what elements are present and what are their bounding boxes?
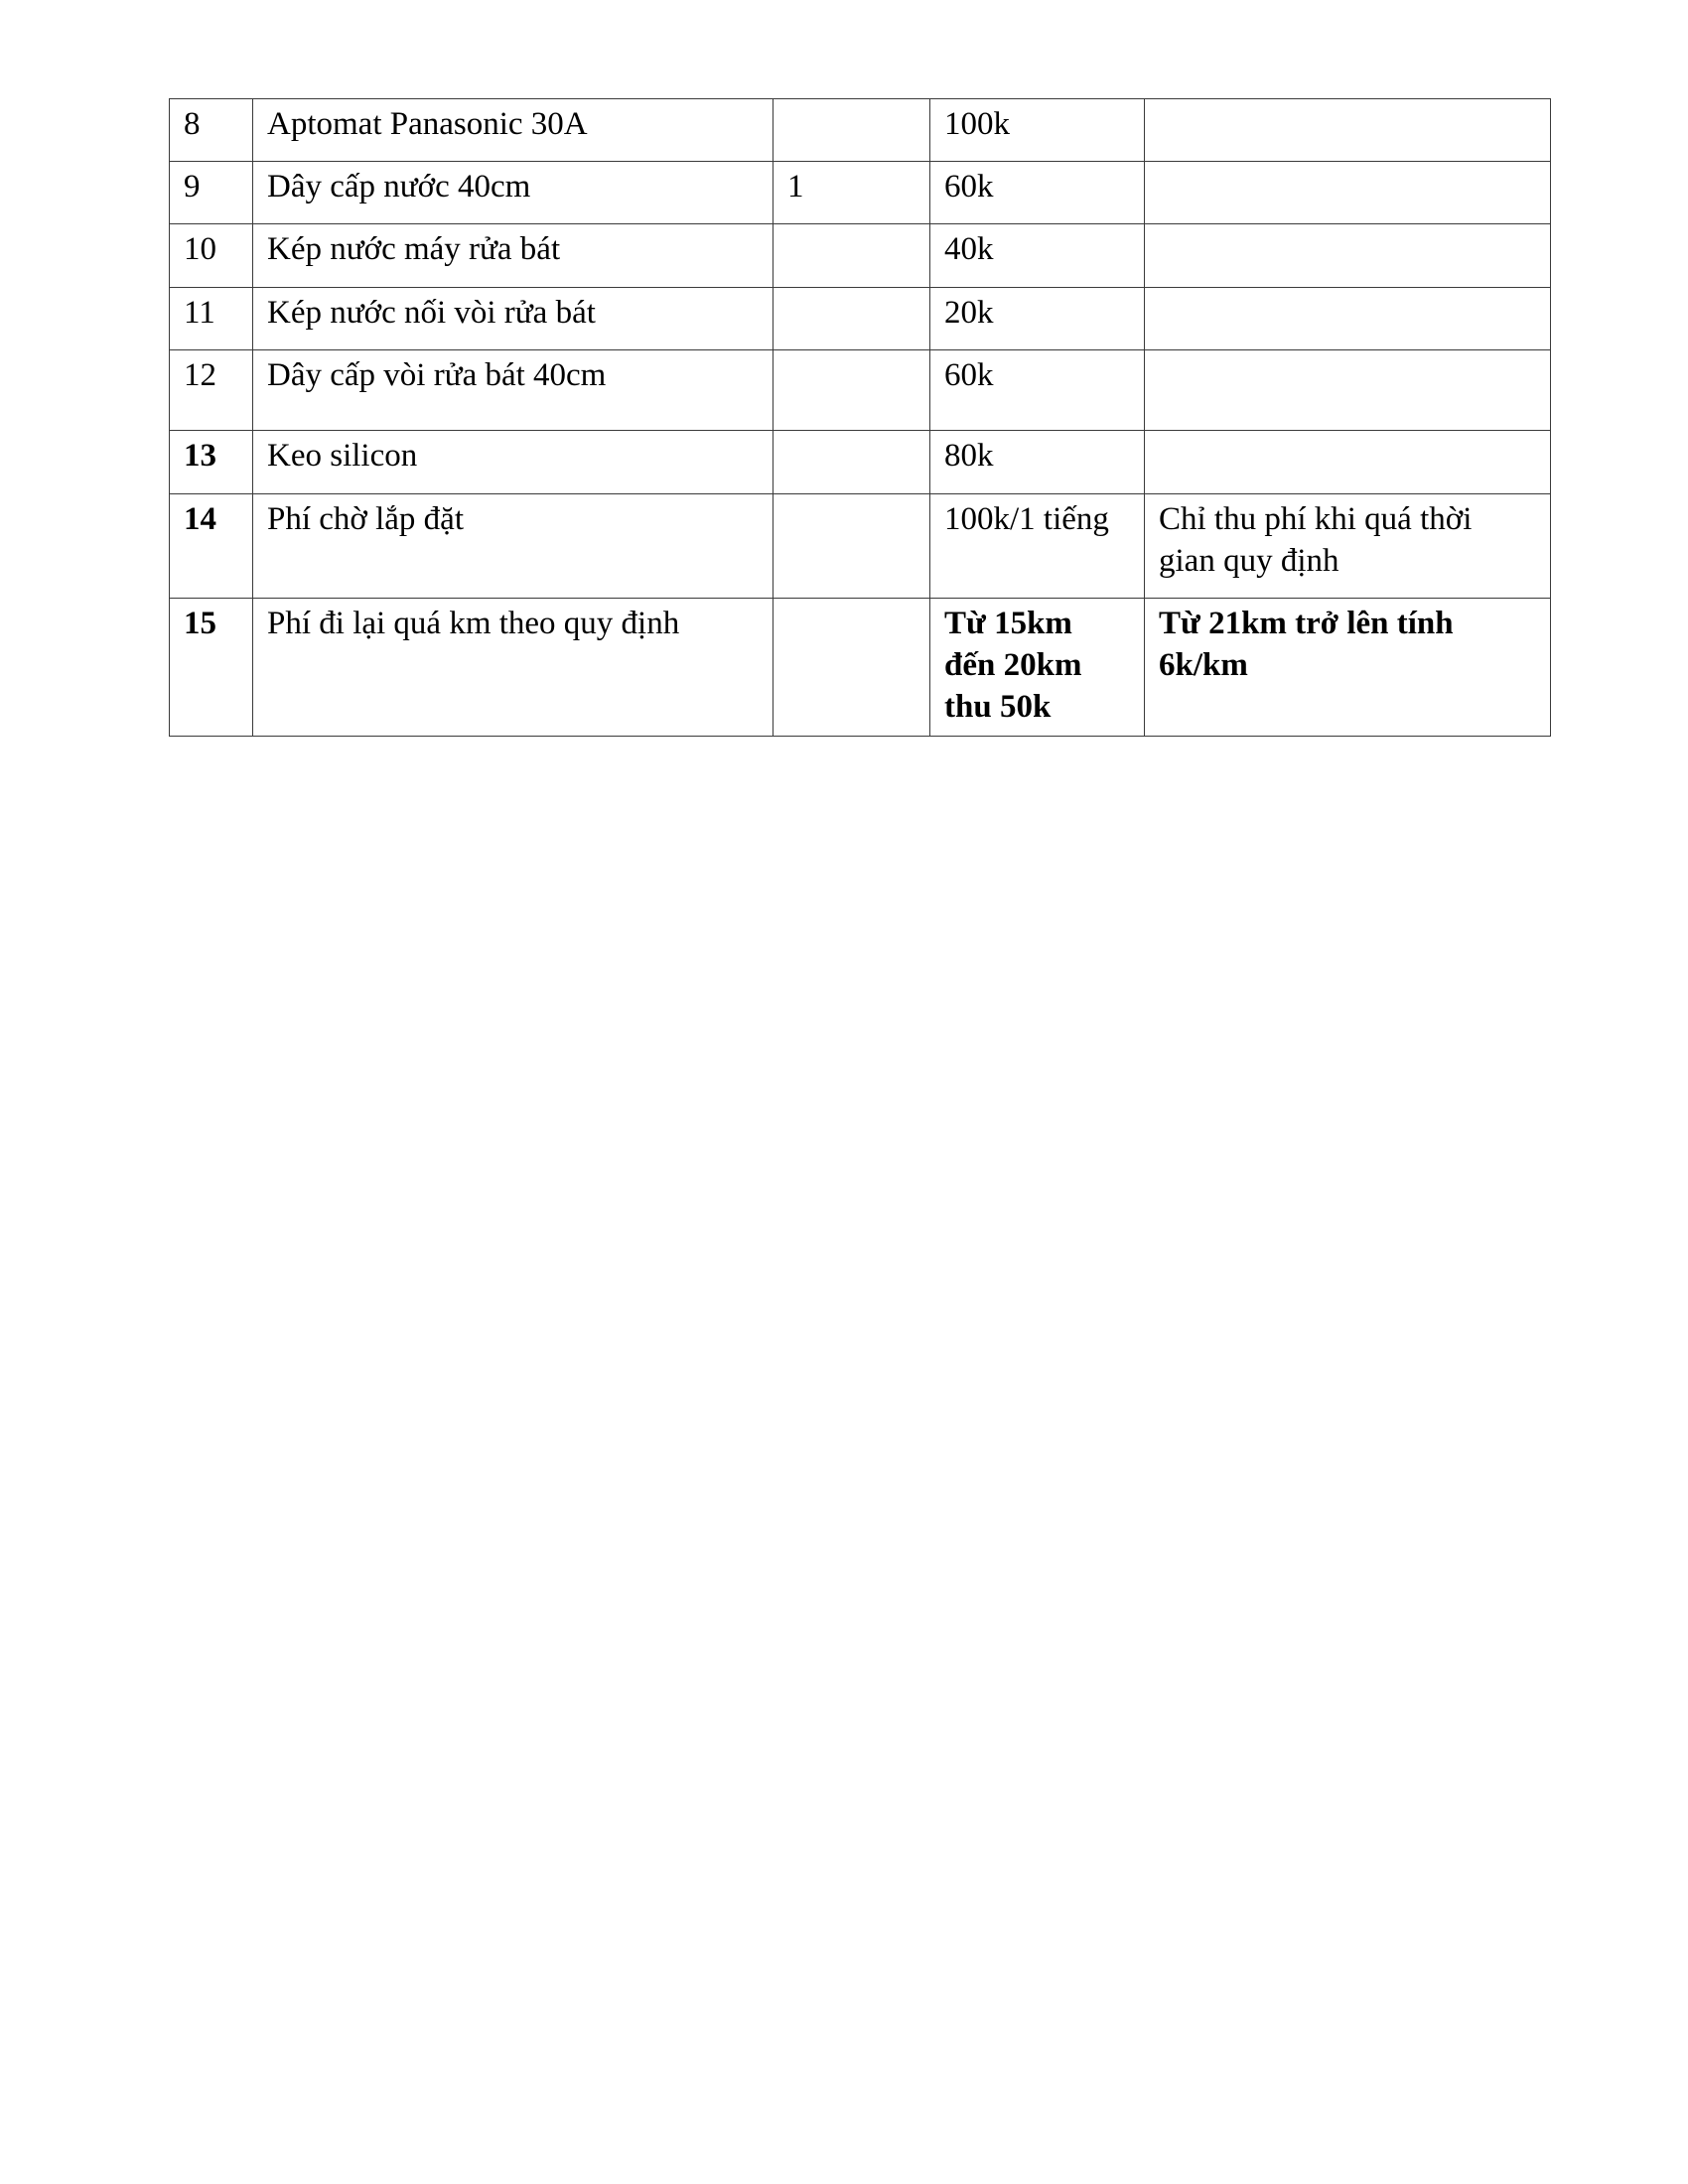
note-cell <box>1145 288 1551 350</box>
note-cell <box>1145 431 1551 494</box>
item-name-cell: Phí đi lại quá km theo quy định <box>253 599 774 737</box>
price-table <box>169 98 1551 737</box>
note-cell <box>1145 99 1551 162</box>
row-number-cell: 13 <box>170 431 253 494</box>
price-cell: 80k <box>930 431 1145 494</box>
table-row <box>170 99 1551 162</box>
note-cell: Từ 21km trở lên tính 6k/km <box>1145 599 1551 737</box>
price-cell: 60k <box>930 162 1145 224</box>
table-row <box>170 350 1551 431</box>
row-number-cell: 14 <box>170 494 253 599</box>
note-cell: Chỉ thu phí khi quá thời gian quy định <box>1145 494 1551 599</box>
row-number-cell: 15 <box>170 599 253 737</box>
quantity-cell <box>774 350 930 431</box>
item-name-cell: Aptomat Panasonic 30A <box>253 99 774 162</box>
price-cell: 20k <box>930 288 1145 350</box>
table-row <box>170 599 1551 737</box>
table-row <box>170 224 1551 288</box>
row-number-cell: 9 <box>170 162 253 224</box>
note-cell <box>1145 162 1551 224</box>
item-name-cell: Dây cấp vòi rửa bát 40cm <box>253 350 774 431</box>
quantity-cell <box>774 494 930 599</box>
price-cell: 100k <box>930 99 1145 162</box>
price-cell: 60k <box>930 350 1145 431</box>
item-name-cell: Kép nước máy rửa bát <box>253 224 774 288</box>
quantity-cell <box>774 431 930 494</box>
price-cell: 100k/1 tiếng <box>930 494 1145 599</box>
table-row <box>170 162 1551 224</box>
row-number-cell: 12 <box>170 350 253 431</box>
table-row <box>170 431 1551 494</box>
row-number-cell: 11 <box>170 288 253 350</box>
row-number-cell: 10 <box>170 224 253 288</box>
item-name-cell: Keo silicon <box>253 431 774 494</box>
quantity-cell <box>774 599 930 737</box>
table-row <box>170 494 1551 599</box>
price-cell: 40k <box>930 224 1145 288</box>
quantity-cell: 1 <box>774 162 930 224</box>
table-row <box>170 288 1551 350</box>
note-cell <box>1145 224 1551 288</box>
note-cell <box>1145 350 1551 431</box>
price-cell: Từ 15km đến 20km thu 50k <box>930 599 1145 737</box>
item-name-cell: Dây cấp nước 40cm <box>253 162 774 224</box>
quantity-cell <box>774 99 930 162</box>
quantity-cell <box>774 288 930 350</box>
row-number-cell: 8 <box>170 99 253 162</box>
quantity-cell <box>774 224 930 288</box>
item-name-cell: Phí chờ lắp đặt <box>253 494 774 599</box>
item-name-cell: Kép nước nối vòi rửa bát <box>253 288 774 350</box>
